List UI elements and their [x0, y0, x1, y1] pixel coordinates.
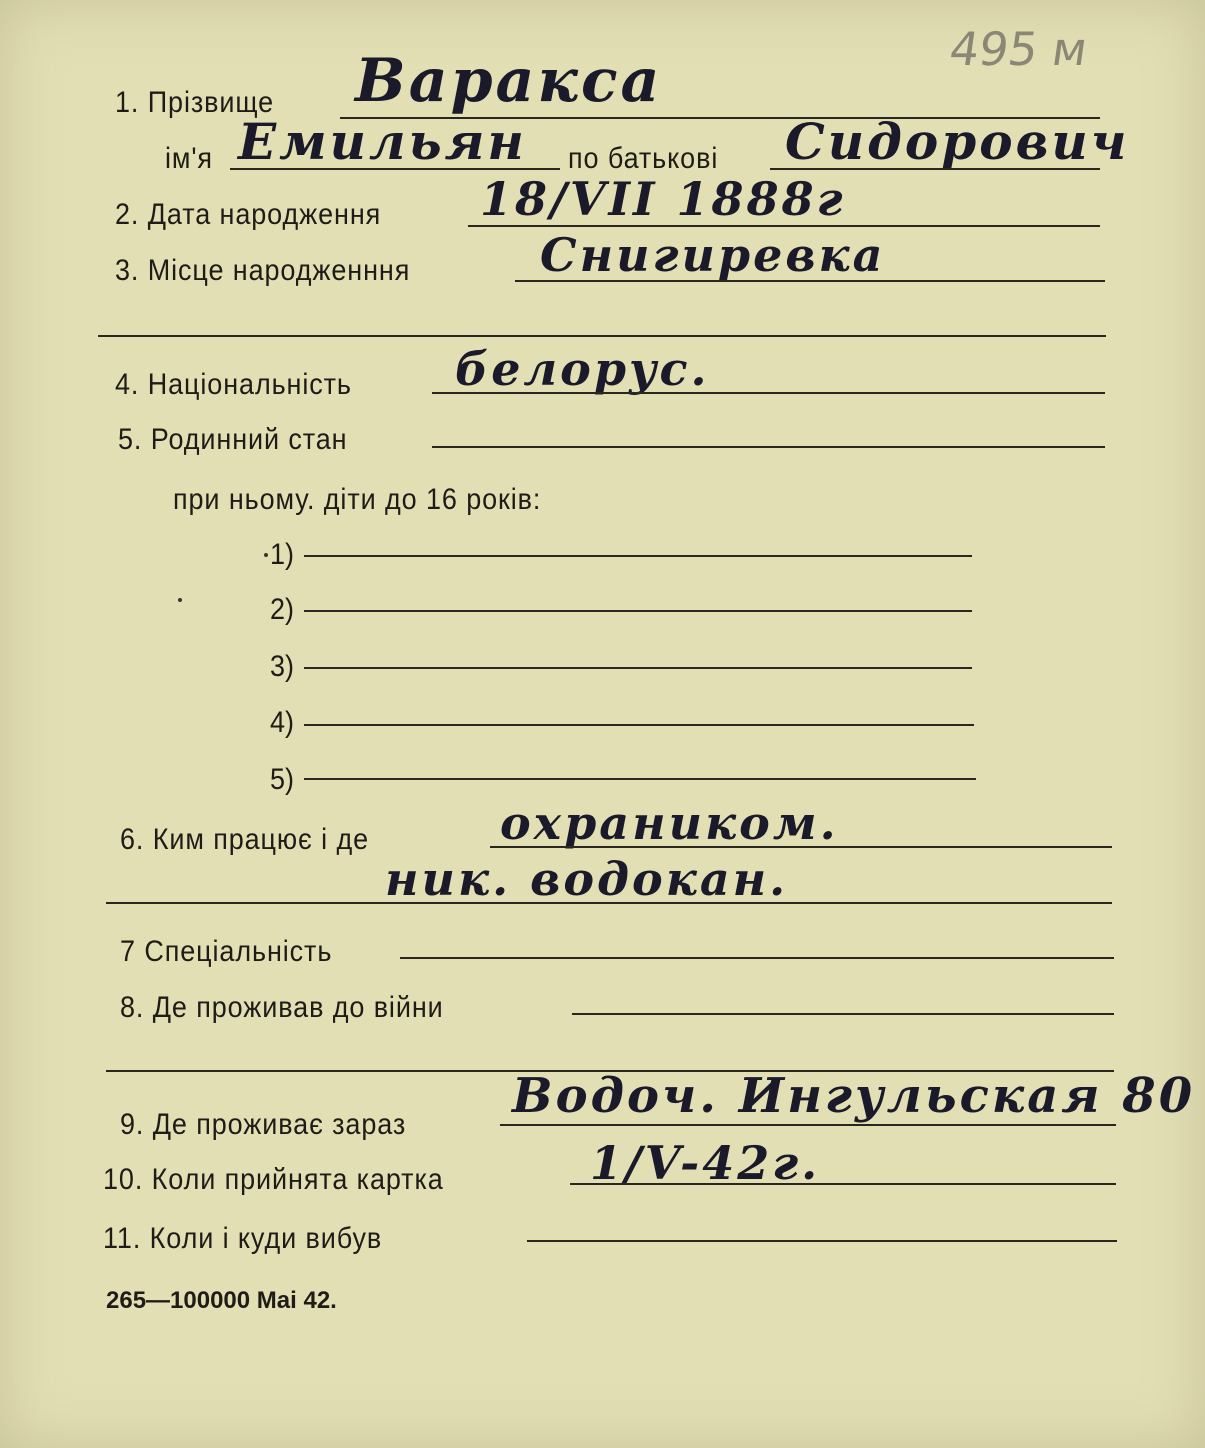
field-6-value-line1: охраником.	[500, 796, 839, 850]
name-line	[230, 168, 560, 170]
field-1-value: Варакса	[355, 46, 663, 116]
field-9-value: Водоч. Ингульская 80	[512, 1068, 1196, 1124]
field-10-value: 1/V-42г.	[590, 1136, 821, 1190]
field-5-label: 5. Родинний стан	[118, 423, 348, 456]
children-label: при ньому. діти до 16 років:	[173, 483, 542, 516]
child-5-label: 5)	[270, 763, 295, 796]
field-6-extra-line	[106, 902, 1112, 904]
field-7-label: 7 Спеціальність	[120, 935, 333, 968]
field-4-label: 4. Національність	[115, 368, 352, 401]
field-9-label: 9. Де проживає зараз	[120, 1108, 407, 1141]
field-8-line	[572, 1013, 1114, 1015]
field-10-line	[570, 1183, 1116, 1185]
field-1-label: 1. Прізвище	[115, 86, 275, 119]
child-2-line	[304, 610, 972, 612]
field-11-line	[527, 1240, 1117, 1242]
field-2-label: 2. Дата народження	[115, 198, 382, 231]
field-2-value: 18/VII 1888г	[480, 172, 846, 226]
name-label: ім'я	[165, 142, 213, 175]
child-3-line	[304, 667, 972, 669]
child-4-label: 4)	[270, 706, 295, 739]
corner-pencil-note: 495 м	[946, 22, 1091, 76]
print-imprint: 265—100000 Mai 42.	[106, 1287, 337, 1314]
field-5-line	[432, 446, 1105, 448]
patronymic-label: по батькові	[568, 142, 719, 175]
patronymic-line	[770, 168, 1100, 170]
field-6-line	[490, 846, 1112, 848]
field-6-label: 6. Ким працює і де	[120, 823, 370, 856]
patronymic-value: Сидорович	[785, 112, 1130, 171]
child-3-label: 3)	[270, 650, 295, 683]
field-4-value: белорус.	[455, 342, 710, 396]
field-3-extra-line	[98, 335, 1106, 337]
child-1-label: 1)	[270, 538, 295, 571]
field-9-line	[500, 1124, 1116, 1126]
field-3-label: 3. Місце народженння	[115, 254, 411, 287]
field-4-line	[432, 392, 1105, 394]
child-4-line	[304, 724, 974, 726]
field-3-line	[515, 280, 1105, 282]
child-2-label: 2)	[270, 593, 295, 626]
field-6-value-line2: ник. водокан.	[385, 852, 789, 906]
child-5-line	[304, 778, 976, 780]
stray-dot	[178, 598, 182, 602]
field-3-value: Снигиревка	[540, 228, 886, 282]
name-value: Емильян	[238, 112, 527, 171]
field-10-label: 10. Коли прийнята картка	[103, 1163, 444, 1196]
child-1-line	[304, 555, 972, 557]
field-8-label: 8. Де проживав до війни	[120, 991, 444, 1024]
field-11-label: 11. Коли і куди вибув	[103, 1222, 383, 1255]
field-2-line	[468, 225, 1100, 227]
field-7-line	[400, 957, 1114, 959]
bullet-dot	[264, 553, 268, 557]
